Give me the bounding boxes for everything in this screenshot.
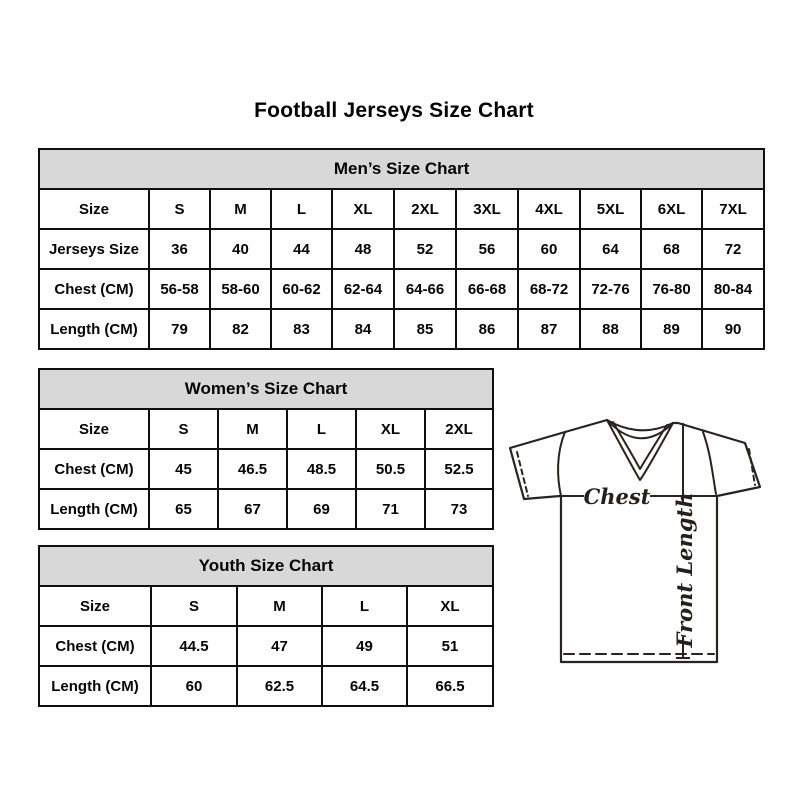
mens-size-table	[38, 148, 765, 350]
data-cell: 72-76	[580, 269, 641, 309]
column-header-cell: 5XL	[580, 189, 641, 229]
column-header-cell: S	[149, 189, 210, 229]
data-cell: 69	[287, 489, 356, 529]
data-cell: 83	[271, 309, 332, 349]
data-cell: 86	[456, 309, 518, 349]
data-cell: 56-58	[149, 269, 210, 309]
table-title-row	[39, 369, 493, 409]
data-cell: 79	[149, 309, 210, 349]
data-cell: 84	[332, 309, 394, 349]
data-cell: 62-64	[332, 269, 394, 309]
column-header-cell: M	[210, 189, 271, 229]
column-header-cell: XL	[332, 189, 394, 229]
data-cell: 80-84	[702, 269, 764, 309]
mens-table-title: Men’s Size Chart	[39, 149, 764, 189]
data-cell: 64.5	[322, 666, 407, 706]
table-row	[39, 189, 764, 229]
row-label-cell: Length (CM)	[39, 666, 151, 706]
data-cell: 88	[580, 309, 641, 349]
data-cell: 44.5	[151, 626, 237, 666]
column-header-cell: XL	[356, 409, 425, 449]
data-cell: 46.5	[218, 449, 287, 489]
table-row	[39, 666, 493, 706]
column-header-cell: Size	[39, 189, 149, 229]
jersey-outline-path	[510, 420, 760, 662]
row-label-cell: Chest (CM)	[39, 626, 151, 666]
data-cell: 47	[237, 626, 322, 666]
data-cell: 52.5	[425, 449, 493, 489]
column-header-cell: 4XL	[518, 189, 580, 229]
data-cell: 60	[518, 229, 580, 269]
data-cell: 71	[356, 489, 425, 529]
row-label-cell: Jerseys Size	[39, 229, 149, 269]
column-header-cell: 3XL	[456, 189, 518, 229]
data-cell: 49	[322, 626, 407, 666]
column-header-cell: Size	[39, 586, 151, 626]
data-cell: 67	[218, 489, 287, 529]
column-header-cell: M	[218, 409, 287, 449]
row-label-cell: Length (CM)	[39, 489, 149, 529]
data-cell: 65	[149, 489, 218, 529]
data-cell: 44	[271, 229, 332, 269]
table-row	[39, 489, 493, 529]
data-cell: 48	[332, 229, 394, 269]
data-cell: 64-66	[394, 269, 456, 309]
column-header-cell: 6XL	[641, 189, 702, 229]
data-cell: 62.5	[237, 666, 322, 706]
data-cell: 76-80	[641, 269, 702, 309]
table-row	[39, 586, 493, 626]
row-label-cell: Chest (CM)	[39, 269, 149, 309]
womens-table-title: Women’s Size Chart	[39, 369, 493, 409]
data-cell: 48.5	[287, 449, 356, 489]
row-label-cell: Length (CM)	[39, 309, 149, 349]
table-row	[39, 626, 493, 666]
column-header-cell: L	[271, 189, 332, 229]
data-cell: 50.5	[356, 449, 425, 489]
womens-size-table	[38, 368, 494, 530]
left-armhole-seam	[558, 432, 565, 496]
column-header-cell: XL	[407, 586, 493, 626]
chest-label: Chest	[583, 484, 651, 509]
data-cell: 40	[210, 229, 271, 269]
table-row	[39, 269, 764, 309]
data-cell: 66.5	[407, 666, 493, 706]
data-cell: 72	[702, 229, 764, 269]
column-header-cell: M	[237, 586, 322, 626]
data-cell: 51	[407, 626, 493, 666]
data-cell: 90	[702, 309, 764, 349]
data-cell: 66-68	[456, 269, 518, 309]
column-header-cell: 7XL	[702, 189, 764, 229]
page-title: Football Jerseys Size Chart	[254, 99, 534, 122]
table-title-row	[39, 149, 764, 189]
data-cell: 52	[394, 229, 456, 269]
data-cell: 85	[394, 309, 456, 349]
data-cell: 89	[641, 309, 702, 349]
data-cell: 56	[456, 229, 518, 269]
data-cell: 58-60	[210, 269, 271, 309]
table-row	[39, 229, 764, 269]
data-cell: 87	[518, 309, 580, 349]
data-cell: 36	[149, 229, 210, 269]
column-header-cell: Size	[39, 409, 149, 449]
jersey-diagram	[498, 408, 768, 673]
column-header-cell: 2XL	[394, 189, 456, 229]
data-cell: 68	[641, 229, 702, 269]
data-cell: 60	[151, 666, 237, 706]
data-cell: 45	[149, 449, 218, 489]
front-length-label: Front Length	[672, 492, 697, 648]
row-label-cell: Chest (CM)	[39, 449, 149, 489]
data-cell: 73	[425, 489, 493, 529]
column-header-cell: S	[151, 586, 237, 626]
table-row	[39, 449, 493, 489]
table-title-row	[39, 546, 493, 586]
front-length-label-group	[672, 493, 697, 649]
youth-size-table	[38, 545, 494, 707]
table-row	[39, 309, 764, 349]
data-cell: 82	[210, 309, 271, 349]
column-header-cell: L	[287, 409, 356, 449]
data-cell: 68-72	[518, 269, 580, 309]
column-header-cell: L	[322, 586, 407, 626]
youth-table-title: Youth Size Chart	[39, 546, 493, 586]
data-cell: 64	[580, 229, 641, 269]
column-header-cell: 2XL	[425, 409, 493, 449]
table-row	[39, 409, 493, 449]
data-cell: 60-62	[271, 269, 332, 309]
right-armhole-seam	[703, 432, 716, 494]
column-header-cell: S	[149, 409, 218, 449]
